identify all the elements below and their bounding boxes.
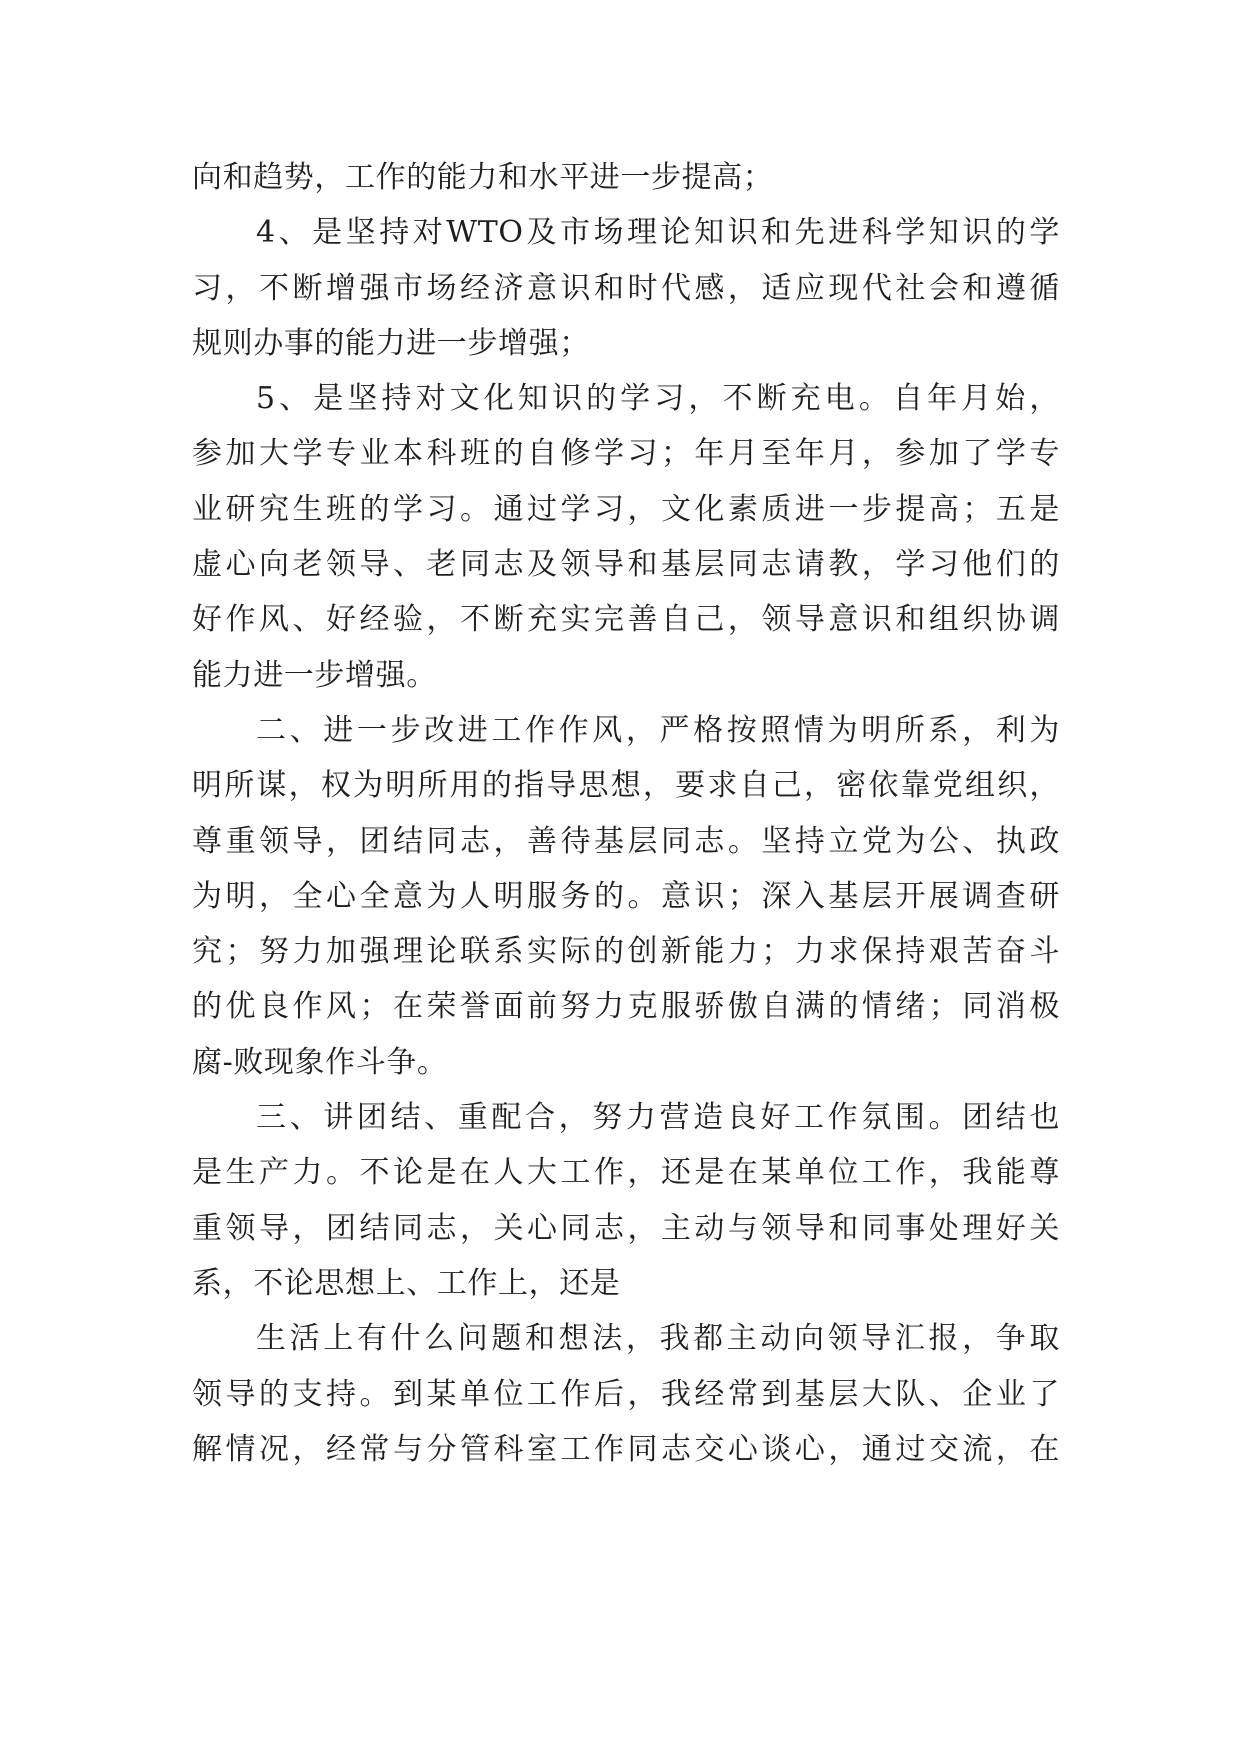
text-line: 三、讲团结、重配合，努力营造良好工作氛围。团结也 bbox=[256, 1100, 1060, 1136]
text-line: 参加大学专业本科班的自修学习；年月至年月，参加了学专 bbox=[192, 436, 1060, 472]
text-line: 习，不断增强市场经济意识和时代感，适应现代社会和遵循 bbox=[192, 270, 1060, 306]
text-line: 尊重领导，团结同志，善待基层同志。坚持立党为公、执政 bbox=[192, 823, 1060, 859]
text-line: 能力进一步增强。 bbox=[192, 657, 437, 693]
text-line: 的优良作风；在荣誉面前努力克服骄傲自满的情绪；同消极 bbox=[192, 989, 1060, 1025]
text-line: 重领导，团结同志，关心同志，主动与领导和同事处理好关 bbox=[192, 1210, 1060, 1246]
text-line: 系，不论思想上、工作上，还是 bbox=[192, 1265, 621, 1301]
text-line: 规则办事的能力进一步增强； bbox=[192, 325, 590, 361]
text-line: 究；努力加强理论联系实际的创新能力；力求保持艰苦奋斗 bbox=[192, 934, 1060, 970]
text-line: 5、是坚持对文化知识的学习，不断充电。自年月始， bbox=[256, 381, 1060, 417]
text-line: 腐-败现象作斗争。 bbox=[192, 1044, 448, 1080]
text-line: 二、进一步改进工作作风，严格按照情为明所系，利为 bbox=[256, 712, 1060, 748]
text-line: 领导的支持。到某单位工作后，我经常到基层大队、企业了 bbox=[192, 1376, 1060, 1412]
text-line: 向和趋势，工作的能力和水平进一步提高； bbox=[192, 160, 774, 195]
text-line: 好作风、好经验，不断充实完善自己，领导意识和组织协调 bbox=[192, 602, 1060, 638]
text-line: 业研究生班的学习。通过学习，文化素质进一步提高；五是 bbox=[192, 491, 1060, 527]
text-line: 4、是坚持对WTO及市场理论知识和先进科学知识的学 bbox=[256, 215, 1060, 251]
body-text bbox=[192, 158, 1060, 1485]
text-line: 是生产力。不论是在人大工作，还是在某单位工作，我能尊 bbox=[192, 1155, 1060, 1191]
text-line: 生活上有什么问题和想法，我都主动向领导汇报，争取 bbox=[256, 1321, 1060, 1357]
text-line: 解情况，经常与分管科室工作同志交心谈心，通过交流，在 bbox=[192, 1431, 1060, 1467]
text-line: 明所谋，权为明所用的指导思想，要求自己，密依靠党组织， bbox=[192, 768, 1060, 804]
text-line: 为明，全心全意为人明服务的。意识；深入基层开展调查研 bbox=[192, 878, 1060, 914]
text-line: 虚心向老领导、老同志及领导和基层同志请教，学习他们的 bbox=[192, 547, 1060, 583]
